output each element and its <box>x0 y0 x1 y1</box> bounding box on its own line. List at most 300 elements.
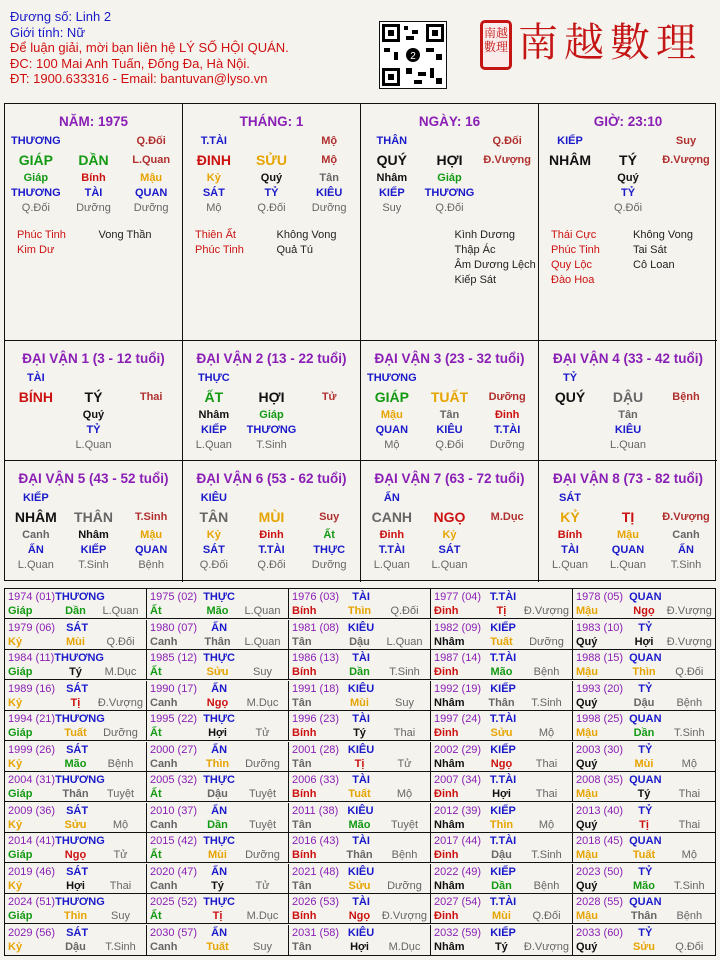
year-cell <box>147 589 289 619</box>
cell-text: DẦN <box>78 152 109 168</box>
cell-text: Thìn <box>632 666 656 678</box>
cell-text: Mão <box>64 757 87 770</box>
year-row <box>576 726 712 740</box>
cell-text: Tân <box>292 940 312 953</box>
cell-text: Quý <box>617 172 639 184</box>
year-cell <box>573 925 715 955</box>
cell-text: 1985 (12) <box>150 652 198 664</box>
cell-text: Hợi <box>634 635 654 648</box>
cell-text: T.Sinh <box>105 940 136 953</box>
cell-text <box>383 682 427 696</box>
cell-text: Mão <box>348 818 371 831</box>
cell-text: 1989 (16) <box>8 682 56 695</box>
cell-row <box>185 386 358 408</box>
cell-text: 1981 (08) <box>292 621 340 634</box>
cell-text: THÂN <box>376 135 408 147</box>
cell-row <box>7 149 180 171</box>
year-row <box>8 926 143 940</box>
cell-row <box>185 186 358 201</box>
cell-text: Tử <box>255 727 270 739</box>
year-row <box>434 895 569 909</box>
cell-text: Phúc Tinh <box>195 244 244 256</box>
year-cell <box>573 772 715 802</box>
cell-text: Thai <box>678 788 701 800</box>
cell-text: Đ.Vượng <box>97 696 143 709</box>
cell-text: Kỷ <box>8 696 23 709</box>
cell-text: Âm Dương Lệch <box>454 259 536 271</box>
year-row <box>434 621 569 635</box>
cell-text: DẬU <box>612 389 644 405</box>
cell-text <box>541 171 599 186</box>
cell-text: Mộ <box>538 818 555 831</box>
cell-text: Kỷ <box>8 635 23 648</box>
cell-text: SÁT <box>66 865 89 878</box>
year-row <box>8 757 143 771</box>
cell-text: KIẾP <box>557 135 583 147</box>
cell-text: MÙI <box>258 509 285 525</box>
cell-text: Tân <box>439 409 460 421</box>
cell-text <box>541 423 599 438</box>
year-cell <box>147 803 289 833</box>
cell-text: M.Dục <box>388 940 421 953</box>
cell-text: Bính <box>557 529 583 541</box>
year-row <box>576 804 712 818</box>
cell-text: Quý <box>576 818 598 831</box>
cell-text: ĐINH <box>196 152 231 168</box>
cell-row <box>7 438 180 453</box>
year-cell <box>573 742 715 772</box>
dai-van-cell <box>539 461 717 582</box>
cell-text: Bệnh <box>676 696 703 709</box>
year-cell <box>573 833 715 863</box>
cell-text: Đ.Vượng <box>666 605 712 617</box>
cell-text: Kỷ <box>8 818 23 831</box>
pillar-cell <box>539 104 717 341</box>
cell-row <box>541 558 715 573</box>
cell-text: T.TÀI <box>378 544 405 556</box>
cell-text: SÁT <box>66 682 89 695</box>
year-row <box>150 848 285 862</box>
cell-text: Mậu <box>576 605 598 617</box>
cell-text: ẤN <box>211 865 228 878</box>
cell-text: Canh <box>150 635 178 648</box>
year-row <box>576 787 712 801</box>
pillar-cell <box>361 104 539 341</box>
cell-text: Ất <box>150 910 162 922</box>
cell-row <box>363 491 536 506</box>
cell-text: Tân <box>292 757 312 770</box>
cell-text: Đinh <box>434 605 459 617</box>
cell-text: Ất <box>323 529 335 541</box>
year-row <box>576 651 712 665</box>
cell-text: Mão <box>490 666 513 678</box>
cell-text: Nhâm <box>434 757 465 770</box>
cell-row <box>7 386 180 408</box>
year-cell <box>147 650 289 680</box>
cell-text: Q.Đối <box>257 559 286 571</box>
cell-text: Sửu <box>64 818 87 831</box>
cell-text: 2011 (38) <box>292 804 339 817</box>
cell-text <box>668 926 712 940</box>
dai-van-title: ĐẠI VẬN 5 (43 - 52 tuổi) <box>18 471 169 486</box>
cell-text: HỢI <box>436 152 463 168</box>
cell-text: Không Vong <box>276 229 337 241</box>
cell-text: L.Quan <box>373 559 410 571</box>
cell-text <box>7 423 65 438</box>
cell-text: Thập Ác <box>454 244 496 256</box>
cell-text <box>241 682 285 696</box>
cell-text: Tuất <box>206 940 229 953</box>
cell-text: Tuyệt <box>390 818 419 831</box>
year-row <box>8 743 143 757</box>
cell-text: Giáp <box>8 849 33 861</box>
cell-row <box>7 558 180 573</box>
year-cell <box>147 894 289 924</box>
cell-text: Tý <box>494 940 508 953</box>
cell-text: TỶ <box>638 621 653 634</box>
year-cell <box>147 925 289 955</box>
year-row <box>292 804 427 818</box>
cell-text: Đ.Vượng <box>666 635 712 648</box>
year-row <box>8 940 143 954</box>
cell-row <box>363 506 536 528</box>
contact-line: Để luận giải, mời bạn liên hệ LÝ SỐ HỘI QUÁN. <box>10 40 289 55</box>
year-row <box>434 773 569 787</box>
cell-text: TÀI <box>26 372 45 384</box>
cell-text: T.TÀI <box>489 591 517 603</box>
cell-text: ẤN <box>383 492 400 504</box>
year-row <box>292 865 427 879</box>
year-row <box>292 682 427 696</box>
cell-text: T.Sinh <box>134 511 168 523</box>
cell-text: 1995 (22) <box>150 713 198 725</box>
cell-text: 2006 (33) <box>292 774 340 786</box>
cell-text: KIẾP <box>22 492 49 504</box>
cell-text <box>668 682 712 696</box>
cell-row <box>363 408 536 423</box>
cell-text: L.Quan <box>244 605 281 617</box>
cell-text: GIÁP <box>18 152 53 168</box>
cell-text: Q.Đối <box>199 559 228 571</box>
year-row <box>150 834 285 848</box>
cell-text: Thìn <box>489 818 514 831</box>
cell-text: L.Quan <box>102 605 139 617</box>
year-row <box>292 604 427 618</box>
cell-text <box>7 438 65 453</box>
year-row <box>292 848 427 862</box>
cell-text: 1999 (26) <box>8 743 56 756</box>
cell-text: Bệnh <box>533 666 560 678</box>
cell-text: Đinh <box>434 666 459 678</box>
year-cell <box>431 711 573 741</box>
cell-text <box>122 491 180 506</box>
cell-text: Mộ <box>538 727 555 739</box>
cell-text: Phúc Tinh <box>17 229 66 241</box>
cell-text: Tử <box>255 879 270 892</box>
cell-text: Tý <box>69 666 82 678</box>
cell-text: Bính <box>292 727 317 739</box>
cell-text <box>241 773 285 787</box>
cell-text: Kỷ <box>206 172 221 184</box>
cell-text: L.Quan <box>17 559 54 571</box>
year-cell <box>289 742 431 772</box>
cell-row <box>363 423 536 438</box>
year-cell <box>147 772 289 802</box>
cell-text: Tân <box>292 635 312 648</box>
year-row <box>292 621 427 635</box>
cell-row <box>541 134 715 149</box>
cell-text: 2008 (35) <box>576 774 624 786</box>
cell-text <box>525 621 569 635</box>
cell-text: M.Dục <box>246 910 279 922</box>
cell-text: Mộ <box>681 849 697 861</box>
cell-text: Nhâm <box>434 818 465 831</box>
cell-text <box>478 491 536 506</box>
cell-text: Đ.Vượng <box>662 511 710 523</box>
year-row <box>150 909 285 923</box>
cell-text: TÀI <box>561 544 579 556</box>
year-cell <box>147 620 289 650</box>
pillar-grid <box>4 103 716 581</box>
cell-text <box>241 895 285 909</box>
year-cell <box>5 925 147 955</box>
cell-row <box>7 528 180 543</box>
cell-text: 2024 (51) <box>8 896 56 908</box>
pillar-cell <box>183 104 361 341</box>
cell-text: 2015 (42) <box>150 835 198 847</box>
cell-text: Quý <box>576 696 598 709</box>
year-row <box>150 865 285 879</box>
cell-text: Q.Đối <box>492 135 522 147</box>
year-row <box>150 743 285 757</box>
cell-text <box>478 201 536 216</box>
cell-text: SÁT <box>559 492 581 504</box>
year-row <box>292 879 427 893</box>
year-cell <box>147 833 289 863</box>
cell-text: Q.Đối <box>106 635 135 648</box>
cell-row <box>541 438 715 453</box>
cell-text: 1994 (21) <box>8 713 56 725</box>
cell-text <box>668 804 712 818</box>
dai-van-cell <box>183 341 361 461</box>
cell-text: QUAN <box>611 544 645 556</box>
dai-van-cell <box>361 461 539 582</box>
cell-text: 2030 (57) <box>150 926 198 939</box>
year-row <box>292 834 427 848</box>
year-row <box>434 879 569 893</box>
cell-row <box>363 438 536 453</box>
cell-text: THỰC <box>197 372 230 384</box>
dai-van-title: ĐẠI VẬN 6 (53 - 62 tuổi) <box>196 471 347 486</box>
cell-text: Thân <box>204 635 231 648</box>
cell-text: Thai <box>109 879 132 892</box>
cell-text <box>525 865 569 879</box>
cell-text <box>525 682 569 696</box>
year-row <box>576 926 712 940</box>
cell-text: Giáp <box>8 666 33 678</box>
cell-text: TỶ <box>638 865 653 878</box>
cell-text <box>300 371 358 386</box>
cell-text: Q.Đối <box>435 439 464 451</box>
cell-text: L.Quan <box>132 154 171 166</box>
cell-text: Dưỡng <box>245 757 280 770</box>
cell-text: 2005 (32) <box>150 774 198 786</box>
cell-text: THỰC <box>203 835 235 847</box>
cell-text: 2029 (56) <box>8 926 56 939</box>
cell-text: T.TÀI <box>494 424 521 436</box>
cell-row <box>185 371 358 386</box>
cell-text <box>525 926 569 940</box>
year-row <box>150 590 285 604</box>
cell-text: Canh <box>672 529 700 541</box>
cell-text <box>657 438 715 453</box>
cell-text: NGỌ <box>433 509 466 525</box>
year-row <box>8 834 143 848</box>
cell-text: Suy <box>382 202 402 214</box>
cell-text <box>241 743 285 757</box>
cell-text: L.Quan <box>386 635 423 648</box>
cell-text: GIÁP <box>374 389 409 405</box>
cell-text: 1980 (07) <box>150 621 198 634</box>
cell-text <box>99 743 143 757</box>
cell-text: Tân <box>292 696 312 709</box>
cell-text <box>383 590 427 604</box>
cell-text <box>668 834 712 848</box>
cell-text: Giáp <box>23 172 49 184</box>
cell-text: Thai <box>535 788 558 800</box>
cell-text: KIÊU <box>347 682 375 695</box>
cell-text: Mùi <box>350 696 369 709</box>
cell-row <box>185 201 358 216</box>
cell-text <box>122 438 180 453</box>
cell-text: ẤN <box>211 682 228 695</box>
cell-text: THỰC <box>203 774 235 786</box>
cell-text <box>7 408 65 423</box>
cell-text: Đinh <box>494 409 520 421</box>
cell-text: Dậu <box>633 696 655 709</box>
cell-text: THƯƠNG <box>55 896 105 908</box>
cell-text: THƯƠNG <box>10 187 61 199</box>
year-cell <box>289 589 431 619</box>
dai-van-title: ĐẠI VẬN 4 (33 - 42 tuổi) <box>552 351 704 366</box>
year-row <box>150 879 285 893</box>
cell-text: Nhâm <box>434 696 465 709</box>
special-stars <box>7 228 180 258</box>
year-row <box>576 773 712 787</box>
cell-text: Thiên Ất <box>195 229 236 241</box>
cell-text <box>657 408 715 423</box>
cell-text: Dần <box>633 727 655 739</box>
year-cell <box>5 620 147 650</box>
cell-text: Mậu <box>140 529 163 541</box>
cell-text: TUẤT <box>430 389 469 405</box>
cell-text <box>668 895 712 909</box>
cell-text: KIẾP <box>378 187 405 199</box>
cell-text: M.Dục <box>104 666 137 678</box>
cell-text: KIÊU <box>347 865 375 878</box>
pillar-title: THÁNG: 1 <box>239 114 304 129</box>
cell-text: Kỷ <box>8 879 23 892</box>
cell-text: ẤN <box>211 743 228 756</box>
cell-text: TỶ <box>562 372 578 384</box>
cell-text: QUÝ <box>554 389 586 405</box>
cell-text: Tử <box>321 391 337 403</box>
cell-text: Mộ <box>396 788 413 800</box>
cell-row <box>541 186 715 201</box>
cell-row <box>185 438 358 453</box>
cell-text: 2025 (52) <box>150 896 198 908</box>
year-cell <box>431 803 573 833</box>
cell-text: 2014 (41) <box>8 835 56 847</box>
year-row <box>8 865 143 879</box>
cell-text: Vong Thần <box>98 229 152 241</box>
cell-text <box>300 438 358 453</box>
cell-row <box>185 423 358 438</box>
cell-text: Thân <box>346 849 373 861</box>
cell-text <box>241 926 285 940</box>
cell-text: Đ.Vượng <box>483 154 531 166</box>
cell-text: TỶ <box>638 743 653 756</box>
cell-text: Mùi <box>208 849 227 861</box>
cell-text: Mậu <box>617 529 639 541</box>
cell-text <box>383 926 427 940</box>
cell-text: Mộ <box>112 818 129 831</box>
cell-text: Thái Cực <box>551 229 597 241</box>
cell-text: Quý <box>576 940 598 953</box>
cell-text: TỶ <box>86 424 101 436</box>
year-cell <box>573 803 715 833</box>
cell-text: Bệnh <box>676 910 703 922</box>
cell-text <box>383 773 427 787</box>
cell-text: Kỷ <box>8 757 23 770</box>
cell-text: Cô Loan <box>633 259 675 271</box>
cell-text: ẤN <box>27 544 44 556</box>
cell-row <box>7 134 180 149</box>
cell-row <box>541 423 715 438</box>
cell-text: Sửu <box>490 727 513 739</box>
cell-text: T.Sinh <box>670 559 702 571</box>
cell-row <box>7 186 180 201</box>
cell-text: Dậu <box>65 940 86 953</box>
year-row <box>434 696 569 710</box>
cell-text: ẤN <box>678 544 694 556</box>
cell-text: L.Quan <box>609 439 647 451</box>
cell-text: Giáp <box>259 409 284 421</box>
cell-row <box>363 386 536 408</box>
year-cell <box>573 711 715 741</box>
year-row <box>576 848 712 862</box>
cell-text: 1997 (24) <box>434 713 482 725</box>
cell-text: Tuất <box>64 727 87 739</box>
year-row <box>150 696 285 710</box>
cell-text: QUAN <box>134 187 168 199</box>
year-cell <box>431 681 573 711</box>
year-row <box>292 712 427 726</box>
cell-text: 1991 (18) <box>292 682 340 695</box>
cell-text <box>373 243 455 258</box>
cell-text: THƯƠNG <box>55 713 105 725</box>
cell-text: THƯƠNG <box>424 187 475 199</box>
year-row <box>8 651 143 665</box>
cell-row <box>7 506 180 528</box>
cell-text: 2001 (28) <box>292 743 340 756</box>
year-cell <box>147 711 289 741</box>
cell-text: Dưỡng <box>245 849 280 861</box>
cell-text: Đinh <box>379 529 405 541</box>
cell-text: Ất <box>150 605 162 617</box>
phone-email-line: ĐT: 1900.633316 - Email: bantuvan@lyso.vn <box>10 71 268 86</box>
year-row <box>434 726 569 740</box>
